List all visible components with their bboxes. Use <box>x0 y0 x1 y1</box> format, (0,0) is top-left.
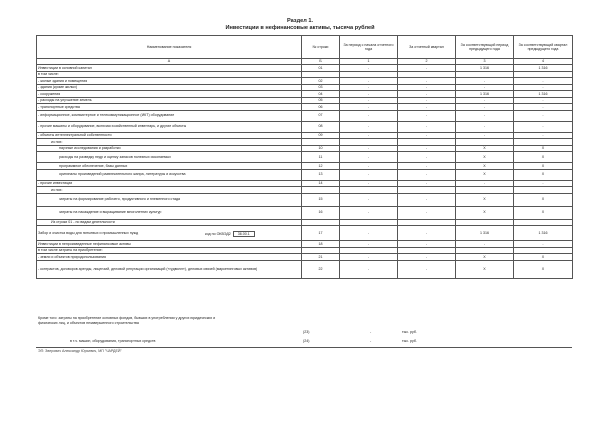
row-code: 15 <box>302 193 340 206</box>
row-value: - <box>398 180 456 187</box>
tail-code-2: (24) <box>303 339 310 343</box>
row-value: - <box>340 97 398 104</box>
row-value: - <box>456 97 514 104</box>
row-value: - <box>340 254 398 261</box>
row-value: - <box>514 104 573 111</box>
row-code: 08 <box>302 121 340 132</box>
row-value: X <box>514 193 573 206</box>
row-code: 06 <box>302 104 340 111</box>
column-index: А <box>37 59 302 65</box>
row-value: - <box>398 65 456 72</box>
row-label: - прочие инвестиции <box>37 180 302 187</box>
row-value: X <box>456 260 514 278</box>
row-value: - <box>398 226 456 241</box>
row-label: в том числе: <box>37 71 302 78</box>
row-value: - <box>398 110 456 121</box>
row-value: - <box>340 65 398 72</box>
section-subtitle: Инвестиции в нефинансовые активы, тысяча рублей <box>225 25 375 31</box>
row-label: затраты на насаждение и выращивание многолетних культур <box>37 206 302 219</box>
okved-label: код по ОКВЭД2 <box>205 231 231 236</box>
table-row <box>37 226 573 241</box>
row-label: в том числе затраты на приобретение: <box>37 247 302 254</box>
footer-divider <box>36 347 572 348</box>
row-label: Инвестиции в основной капитал <box>37 65 302 72</box>
row-value: X <box>514 206 573 219</box>
row-value: 1 316 <box>456 65 514 72</box>
row-value: - <box>340 260 398 278</box>
tail-code-1: (23) <box>303 330 310 334</box>
row-label: - контрактов, договоров аренды, лицензий, деловой репутации организаций («гудвилл»), деловых связей (маркетинговых активов) <box>37 260 302 278</box>
row-value: - <box>514 84 573 91</box>
header-period: За период с начала отчетного года <box>340 36 398 59</box>
row-value: - <box>398 260 456 278</box>
row-value: - <box>514 132 573 139</box>
row-value: - <box>514 121 573 132</box>
row-value: X <box>514 254 573 261</box>
table-row <box>37 152 573 163</box>
table-row <box>37 260 573 278</box>
row-value: 1 316 <box>456 91 514 98</box>
row-value: - <box>340 169 398 180</box>
row-value: - <box>340 226 398 241</box>
row-code: 05 <box>302 97 340 104</box>
row-value: X <box>456 163 514 170</box>
row-code: 22 <box>302 260 340 278</box>
column-index: 3 <box>456 59 514 65</box>
header-prev-quarter: За соответствующий квартал предыдущего года <box>514 36 573 59</box>
tail-value-2: - <box>370 339 372 343</box>
row-value: - <box>398 163 456 170</box>
row-value: - <box>340 180 398 187</box>
row-value: X <box>514 163 573 170</box>
header-quarter: За отчетный квартал <box>398 36 456 59</box>
row-value: X <box>514 145 573 152</box>
tail-text-2: в т.ч. машин, оборудования, транспортных средств <box>70 339 156 343</box>
row-code: 13 <box>302 169 340 180</box>
row-value: - <box>340 91 398 98</box>
row-value: - <box>456 84 514 91</box>
row-value: - <box>398 193 456 206</box>
row-code: 18 <box>302 241 340 248</box>
row-code: 10 <box>302 145 340 152</box>
row-value: - <box>340 78 398 85</box>
row-label: из них: <box>37 187 302 194</box>
column-index: 4 <box>514 59 573 65</box>
row-value: - <box>398 152 456 163</box>
row-value: - <box>456 241 514 248</box>
row-value: - <box>456 78 514 85</box>
row-code: 03 <box>302 84 340 91</box>
row-value: - <box>398 169 456 180</box>
row-value: - <box>398 132 456 139</box>
row-value: - <box>456 132 514 139</box>
row-label: - информационное, компьютерное и телекоммуникационное (ИКТ) оборудование <box>37 110 302 121</box>
table-row <box>37 110 573 121</box>
row-value: - <box>398 121 456 132</box>
investment-table <box>36 35 573 279</box>
row-code: 09 <box>302 132 340 139</box>
row-value: - <box>398 241 456 248</box>
row-value: - <box>398 97 456 104</box>
row-code: 02 <box>302 78 340 85</box>
row-code: 11 <box>302 152 340 163</box>
okved-field <box>205 231 255 237</box>
row-value: - <box>456 104 514 111</box>
row-value: X <box>514 260 573 278</box>
row-code: 04 <box>302 91 340 98</box>
row-value: - <box>398 91 456 98</box>
row-label: научные исследования и разработки <box>37 145 302 152</box>
section-title: Раздел 1. <box>286 18 314 24</box>
okved-code-box: 36.00.1 <box>233 231 255 237</box>
row-value: - <box>514 110 573 121</box>
column-index: 2 <box>398 59 456 65</box>
column-index: Б <box>302 59 340 65</box>
row-value: - <box>340 163 398 170</box>
header-prev-period: За соответствующий период предыдущего года <box>456 36 514 59</box>
row-label: из них: <box>37 139 302 146</box>
row-value: - <box>456 110 514 121</box>
table-body <box>37 65 573 279</box>
row-label: - объекты интеллектуальной собственности <box>37 132 302 139</box>
row-value: - <box>456 121 514 132</box>
table-row <box>37 121 573 132</box>
tail-value-1: - <box>370 330 372 334</box>
table-header-row <box>37 36 573 59</box>
row-value: - <box>398 206 456 219</box>
row-label: затраты на формирование рабочего, продуктивного и племенного стада <box>37 193 302 206</box>
table-row <box>37 206 573 219</box>
row-label: - транспортные средства <box>37 104 302 111</box>
header-name: Наименование показателя <box>37 36 302 59</box>
row-value: - <box>398 104 456 111</box>
row-value: - <box>514 180 573 187</box>
row-value: X <box>456 169 514 180</box>
row-label: Из строки 01 - по видам деятельности <box>37 219 302 226</box>
row-value: - <box>340 84 398 91</box>
row-value: - <box>514 241 573 248</box>
row-label: - расходы на улучшение земель <box>37 97 302 104</box>
tail-unit-2: тыс. руб. <box>402 339 417 343</box>
row-label: - здания (кроме жилых) <box>37 84 302 91</box>
row-label: - сооружения <box>37 91 302 98</box>
table-row <box>37 169 573 180</box>
row-code: 16 <box>302 206 340 219</box>
row-code: 07 <box>302 110 340 121</box>
row-value: X <box>456 193 514 206</box>
row-value: - <box>340 152 398 163</box>
row-value: - <box>398 254 456 261</box>
row-value: - <box>340 206 398 219</box>
table-row <box>37 193 573 206</box>
row-value: X <box>456 145 514 152</box>
row-value: - <box>340 241 398 248</box>
row-code: 01 <box>302 65 340 72</box>
row-value: - <box>340 145 398 152</box>
row-value: X <box>456 152 514 163</box>
row-label: оригиналы произведений развлекательного жанра, литературы и искусства <box>37 169 302 180</box>
row-value: - <box>398 145 456 152</box>
row-value: - <box>340 132 398 139</box>
header-code: № строки <box>302 36 340 59</box>
row-label: - жилые здания и помещения <box>37 78 302 85</box>
row-value: X <box>456 254 514 261</box>
row-value: - <box>398 84 456 91</box>
row-label <box>37 226 302 241</box>
tail-text-1: Кроме того: затраты на приобретение основных фондов, бывших в употреблении у других юридических и физических лиц, и объектов незавершенного строительства <box>38 316 216 325</box>
row-value: - <box>340 193 398 206</box>
row-value: - <box>340 104 398 111</box>
row-label: программное обеспечение, базы данных <box>37 163 302 170</box>
row-value: - <box>514 78 573 85</box>
row-value: X <box>456 206 514 219</box>
row-label: Инвестиции в непроизведенные нефинансовые активы <box>37 241 302 248</box>
row-code: 12 <box>302 163 340 170</box>
row-value: - <box>456 180 514 187</box>
row-code: 21 <box>302 254 340 261</box>
tail-unit-1: тыс. руб. <box>402 330 417 334</box>
row-value: - <box>398 78 456 85</box>
row-value: 1 316 <box>456 226 514 241</box>
signature-footer: ЭП: Зверович Александр Юрьевич, МП "ЧАРДЕЙ" <box>38 349 122 353</box>
row-label-text: Забор и очистка воды для питьевых и промышленных нужд <box>38 230 139 235</box>
row-value: X <box>514 152 573 163</box>
row-value: - <box>514 97 573 104</box>
column-index: 1 <box>340 59 398 65</box>
row-label: - прочие машины и оборудование, включая хозяйственный инвентарь, и другие объекты <box>37 121 302 132</box>
row-code: 14 <box>302 180 340 187</box>
row-value: - <box>340 110 398 121</box>
row-code: 17 <box>302 226 340 241</box>
row-value: 1 316 <box>514 91 573 98</box>
row-value: X <box>514 169 573 180</box>
row-value: - <box>340 121 398 132</box>
row-value: 1 316 <box>514 226 573 241</box>
row-label: - земли и объектов природопользования <box>37 254 302 261</box>
row-value: 1 316 <box>514 65 573 72</box>
row-label: расходы на разведку недр и оценку запасов полезных ископаемых <box>37 152 302 163</box>
